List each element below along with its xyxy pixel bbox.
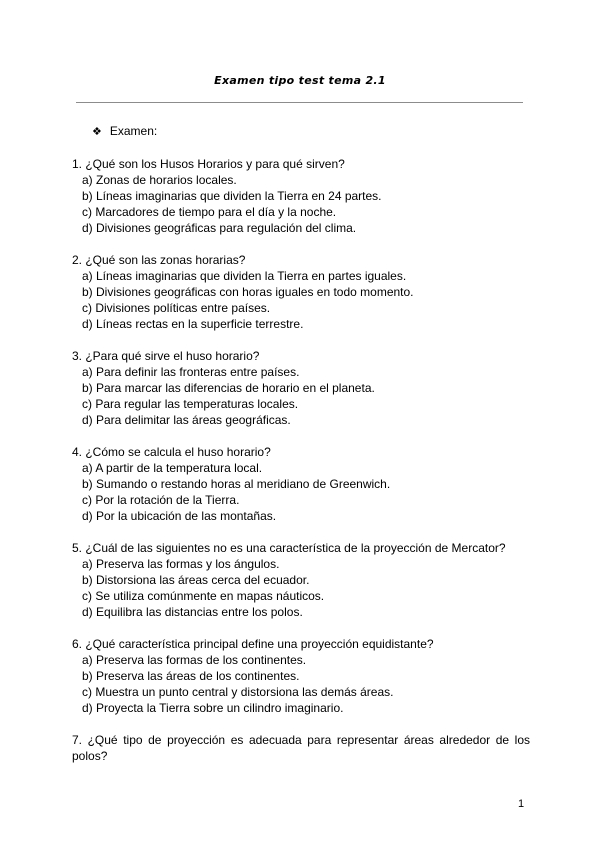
section-heading (92, 124, 157, 138)
question-text: 4. ¿Cómo se calcula el huso horario? (72, 445, 271, 459)
question-text: 7. ¿Qué tipo de proyección es adecuada para representar áreas alrededor de los polos? (72, 733, 530, 763)
answer-option: b) Sumando o restando horas al meridiano de Greenwich. (82, 477, 391, 491)
document-title: Examen tipo test tema 2.1 (214, 74, 386, 87)
question-text: 2. ¿Qué son las zonas horarias? (72, 253, 246, 267)
question-item (72, 348, 530, 428)
answer-option: a) Para definir las fronteras entre países. (82, 365, 300, 379)
answer-option: b) Distorsiona las áreas cerca del ecuador. (82, 573, 310, 587)
section-label: Examen: (109, 124, 158, 138)
answer-option: d) Divisiones geográficas para regulación del clima. (82, 221, 357, 235)
answer-option: b) Preserva las áreas de los continentes. (82, 669, 300, 683)
answer-option: d) Por la ubicación de las montañas. (82, 509, 277, 523)
answer-option: c) Se utiliza comúnmente en mapas náuticos. (82, 589, 325, 603)
diamond-bullet-icon: ❖ (92, 125, 102, 138)
question-item (72, 444, 530, 524)
question-text: 1. ¿Qué son los Husos Horarios y para qué sirven? (72, 157, 345, 171)
page-number: 1 (518, 798, 525, 810)
question-text: 6. ¿Qué característica principal define una proyección equidistante? (72, 637, 434, 651)
answer-option: d) Proyecta la Tierra sobre un cilindro imaginario. (82, 701, 344, 715)
answer-option: d) Para delimitar las áreas geográficas. (82, 413, 291, 427)
answer-option: c) Divisiones políticas entre países. (82, 301, 271, 315)
answer-option: d) Equilibra las distancias entre los polos. (82, 605, 303, 619)
title-divider (76, 102, 523, 103)
question-item (72, 732, 530, 764)
answer-option: b) Líneas imaginarias que dividen la Tierra en 24 partes. (82, 189, 382, 203)
question-text: 3. ¿Para qué sirve el huso horario? (72, 349, 260, 363)
question-item (72, 156, 530, 236)
answer-option: c) Marcadores de tiempo para el día y la noche. (82, 205, 337, 219)
question-list (72, 156, 530, 780)
answer-option: b) Para marcar las diferencias de horario en el planeta. (82, 381, 375, 395)
question-item (72, 540, 530, 620)
answer-option: d) Líneas rectas en la superficie terrestre. (82, 317, 304, 331)
answer-option: b) Divisiones geográficas con horas iguales en todo momento. (82, 285, 414, 299)
answer-option: a) Zonas de horarios locales. (82, 173, 237, 187)
answer-option: a) Preserva las formas de los continentes. (82, 653, 307, 667)
question-item (72, 252, 530, 332)
question-item (72, 636, 530, 716)
answer-option: a) A partir de la temperatura local. (82, 461, 263, 475)
answer-option: c) Por la rotación de la Tierra. (82, 493, 240, 507)
answer-option: c) Para regular las temperaturas locales. (82, 397, 299, 411)
answer-option: a) Preserva las formas y los ángulos. (82, 557, 280, 571)
question-text: 5. ¿Cuál de las siguientes no es una característica de la proyección de Mercator? (72, 541, 506, 555)
answer-option: c) Muestra un punto central y distorsiona las demás áreas. (82, 685, 394, 699)
answer-option: a) Líneas imaginarias que dividen la Tierra en partes iguales. (82, 269, 407, 283)
